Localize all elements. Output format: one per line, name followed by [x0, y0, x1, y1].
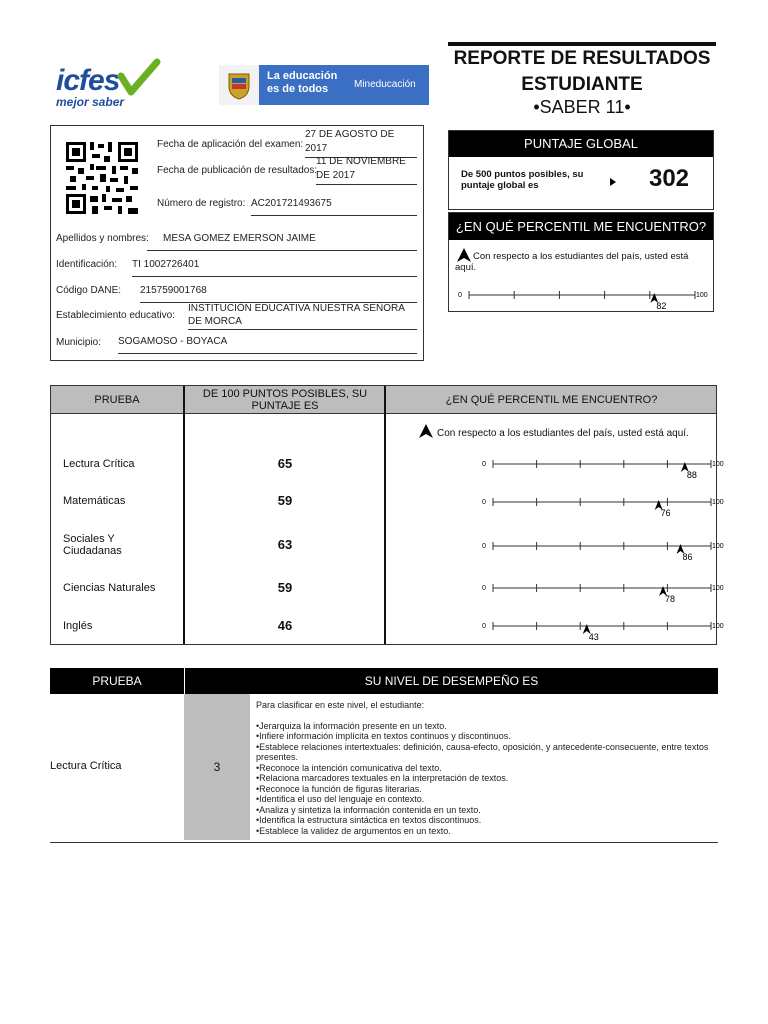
perf-item: •Establece la validez de argumentos en un texto.: [256, 825, 451, 836]
school-label: Establecimiento educativo:: [56, 310, 175, 321]
checkmark-icon: [117, 60, 161, 96]
scale-max-label: 100: [696, 292, 708, 299]
perf-level: 3: [184, 694, 250, 840]
scale-max-label: 100: [712, 499, 724, 506]
name-label: Apellidos y nombres:: [56, 233, 149, 244]
perf-col-test: PRUEBA: [92, 674, 142, 688]
ministry-slogan: La educación es de todos: [267, 70, 338, 95]
performance-row: [50, 694, 718, 843]
subject-percentile-scale: [425, 454, 724, 480]
global-score-box: [448, 130, 714, 210]
subject-name: Inglés: [63, 620, 93, 632]
ministry-logo: [219, 65, 429, 105]
scale-min-label: 0: [458, 292, 462, 299]
percentile-value: 82: [656, 301, 667, 311]
scale-max-label: 100: [712, 585, 724, 592]
perf-description: [256, 700, 714, 836]
perf-intro: Para clasificar en este nivel, el estudiante:: [256, 700, 425, 710]
id-value: TI 1002726401: [132, 259, 417, 277]
scale-min-label: 0: [482, 585, 486, 592]
percentile-value: 76: [660, 508, 671, 518]
name-value: MESA GOMEZ EMERSON JAIME: [147, 233, 417, 251]
subject-score: 59: [277, 580, 293, 595]
subject-percentile-scale: [425, 536, 724, 562]
percentile-value: 88: [686, 470, 697, 480]
subject-score: 63: [277, 537, 293, 552]
percentile-value: 86: [682, 552, 693, 562]
scale-min-label: 0: [482, 461, 486, 468]
registration-label: Número de registro:: [157, 198, 246, 209]
report-title: REPORTE DE RESULTADOS ESTUDIANTE: [453, 48, 711, 95]
subject-name: Matemáticas: [63, 495, 126, 507]
percentile-value: 78: [665, 594, 676, 604]
perf-item: •Identifica el uso del lenguaje en contexto.: [256, 794, 425, 804]
global-percentile-text: Con respecto a los estudiantes del país, usted está aquí.: [455, 251, 689, 273]
global-percentile-header: ¿EN QUÉ PERCENTIL ME ENCUENTRO?: [449, 213, 713, 240]
exam-date-value: 27 DE AGOSTO DE 2017: [305, 128, 417, 158]
perf-item: •Identifica la estructura sintáctica en textos discontinuos.: [256, 815, 482, 825]
subject-score: 46: [277, 618, 293, 633]
scale-max-label: 100: [712, 543, 724, 550]
global-percentile-box: [448, 212, 714, 312]
results-table: [50, 385, 724, 645]
icfes-logo-name: icfes: [56, 64, 120, 97]
ministry-name: Mineducación: [354, 79, 416, 90]
registration-value: AC201721493675: [251, 198, 417, 216]
exam-date-label: Fecha de aplicación del examen:: [157, 139, 304, 150]
perf-item: •Infiere información implícita en textos continuos y discontinuos.: [256, 731, 511, 741]
subject-percentile-scale: [425, 616, 724, 642]
coat-of-arms-icon: [219, 65, 259, 105]
exam-name: •SABER 11•: [533, 97, 631, 117]
subject-score: 59: [277, 493, 293, 508]
subject-percentile-scale: [425, 492, 724, 518]
subject-name: Ciencias Naturales: [63, 582, 156, 594]
perf-col-level: SU NIVEL DE DESEMPEÑO ES: [364, 674, 539, 688]
global-score-value: 302: [648, 165, 690, 192]
arrow-right-icon: [609, 177, 617, 187]
marker-icon: [419, 424, 433, 438]
dane-label: Código DANE:: [56, 285, 122, 296]
icfes-logo: [56, 60, 176, 108]
percentile-value: 43: [588, 632, 599, 642]
publish-date-label: Fecha de publicación de resultados:: [157, 165, 318, 176]
scale-min-label: 0: [482, 499, 486, 506]
col-percentile-header: ¿EN QUÉ PERCENTIL ME ENCUENTRO?: [445, 394, 658, 406]
subject-percentile-scale: [425, 578, 724, 604]
perf-subject: Lectura Crítica: [50, 760, 122, 772]
publish-date-value: 11 DE NOVIEMBRE DE 2017: [316, 155, 417, 185]
col-score-header: DE 100 PUNTOS POSIBLES, SU PUNTAJE ES: [202, 388, 368, 412]
scale-max-label: 100: [712, 461, 724, 468]
scale-min-label: 0: [482, 623, 486, 630]
perf-item: •Relaciona marcadores textuales en la interpretación de textos.: [256, 773, 509, 783]
perf-item: •Analiza y sintetiza la información contenida en un texto.: [256, 804, 481, 815]
id-label: Identificación:: [56, 259, 118, 270]
col-test-header: PRUEBA: [94, 394, 140, 406]
icfes-tagline: mejor saber: [56, 95, 125, 109]
subject-name: Sociales Y Ciudadanas: [63, 533, 122, 557]
subject-score: 65: [277, 456, 293, 471]
school-value: INSTITUCIÓN EDUCATIVA NUESTRA SEÑORA DE MORCA: [188, 302, 417, 330]
col-divider: [183, 386, 185, 644]
city-value: SOGAMOSO - BOYACA: [118, 336, 417, 354]
perf-item: •Reconoce la función de figuras literarias.: [256, 783, 422, 794]
global-percentile-scale: [455, 285, 711, 311]
scale-min-label: 0: [482, 543, 486, 550]
dane-value: 215759001768: [140, 285, 417, 303]
global-score-header: PUNTAJE GLOBAL: [449, 131, 713, 157]
perf-item: •Reconoce la intención comunicativa del texto.: [256, 762, 442, 773]
performance-header: [50, 668, 718, 694]
perf-item: •Jerarquiza la información presente en un texto.: [256, 720, 447, 731]
perf-item: •Establece relaciones intertextuales: definición, causa-efecto, oposición, y antecedente-consecuente, entre textos presentes.: [256, 741, 709, 762]
qr-code-icon: [66, 142, 138, 214]
subject-name: Lectura Crítica: [63, 458, 135, 470]
results-percentile-note: Con respecto a los estudiantes del país, usted está aquí.: [437, 428, 689, 439]
global-score-text: De 500 puntos posibles, su puntaje global es: [461, 169, 584, 191]
col-divider: [384, 386, 386, 644]
scale-max-label: 100: [712, 623, 724, 630]
city-label: Municipio:: [56, 337, 102, 348]
